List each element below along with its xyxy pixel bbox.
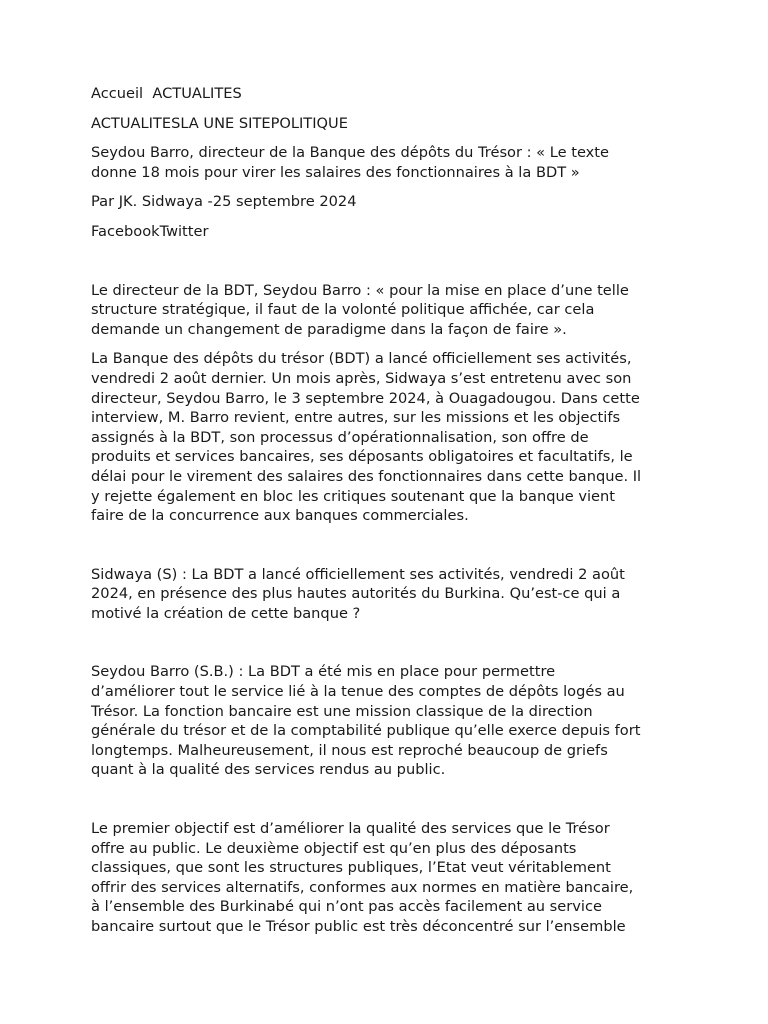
paragraph-line: longtemps. Malheureusement, il nous est reproché beaucoup de griefs [91,741,608,759]
title-line: Seydou Barro, directeur de la Banque des dépôts du Trésor : « Le texte [91,144,610,162]
category-links[interactable]: ACTUALITESLA UNE SITEPOLITIQUE [91,114,348,132]
paragraph-line: structure stratégique, il faut de la volonté politique affichée, car cela [91,301,595,319]
paragraph-line: bancaire surtout que le Trésor public est très déconcentré sur l’ensemble [91,918,626,935]
share-links[interactable]: FacebookTwitter [91,222,209,240]
paragraph-line: vendredi 2 août dernier. Un mois après, Sidwaya s’est entretenu avec son [91,369,632,387]
article-paragraph [91,281,681,340]
paragraph-line: faire de la concurrence aux banques commerciales. [91,507,469,525]
paragraph-line: motivé la création de cette banque ? [91,604,361,622]
interview-answer [91,662,681,780]
title-line: donne 18 mois pour virer les salaires des fonctionnaires à la BDT » [91,163,580,181]
paragraph-line: assignés à la BDT, son processus d’opérationnalisation, son offre de [91,428,589,446]
paragraph-line: La Banque des dépôts du trésor (BDT) a lancé officiellement ses activités, [91,350,632,368]
paragraph-line: Seydou Barro (S.B.) : La BDT a été mis en place pour permettre [91,663,556,681]
paragraph-line: 2024, en présence des plus hautes autorités du Burkina. Qu’est-ce qui a [91,585,621,603]
article-paragraph [91,349,681,525]
paragraph-line: Le premier objectif est d’améliorer la qualité des services que le Trésor [91,820,610,838]
paragraph-line: d’améliorer tout le service lié à la tenue des comptes de dépôts logés au [91,683,625,701]
paragraph-line: quant à la qualité des services rendus au public. [91,761,446,779]
article [91,84,681,947]
paragraph-line: produits et services bancaires, ses déposants obligatoires et facultatifs, le [91,448,633,466]
paragraph-line: à l’ensemble des Burkinabé qui n’ont pas accès facilement au service [91,898,602,916]
paragraph-line: classiques, que sont les structures publiques, l’Etat veut véritablement [91,859,611,877]
breadcrumb[interactable]: Accueil ACTUALITES [91,85,242,102]
paragraph-line: interview, M. Barro revient, entre autres, sur les missions et les objectifs [91,409,621,427]
paragraph-line: offre au public. Le deuxième objectif est qu’en plus des déposants [91,839,577,857]
interview-question [91,565,681,624]
paragraph-line: directeur, Seydou Barro, le 3 septembre 2024, à Ouagadougou. Dans cette [91,389,640,407]
article-title [91,143,681,182]
paragraph-line: y rejette également en bloc les critiques soutenant que la banque vient [91,487,615,505]
paragraph-line: offrir des services alternatifs, conformes aux normes en matière bancaire, [91,878,634,896]
byline: Par JK. Sidwaya -25 septembre 2024 [91,193,357,211]
paragraph-line: Trésor. La fonction bancaire est une mission classique de la direction [91,702,593,720]
paragraph-line: délai pour le virement des salaires des fonctionnaires dans cette banque. Il [91,467,642,485]
paragraph-line: Sidwaya (S) : La BDT a lancé officiellement ses activités, vendredi 2 août [91,565,625,583]
article-paragraph [91,819,681,937]
paragraph-line: demande un changement de paradigme dans la façon de faire ». [91,320,567,338]
paragraph-line: générale du trésor et de la comptabilité publique qu’elle exerce depuis fort [91,722,641,740]
paragraph-line: Le directeur de la BDT, Seydou Barro : « pour la mise en place d’une telle [91,281,629,299]
